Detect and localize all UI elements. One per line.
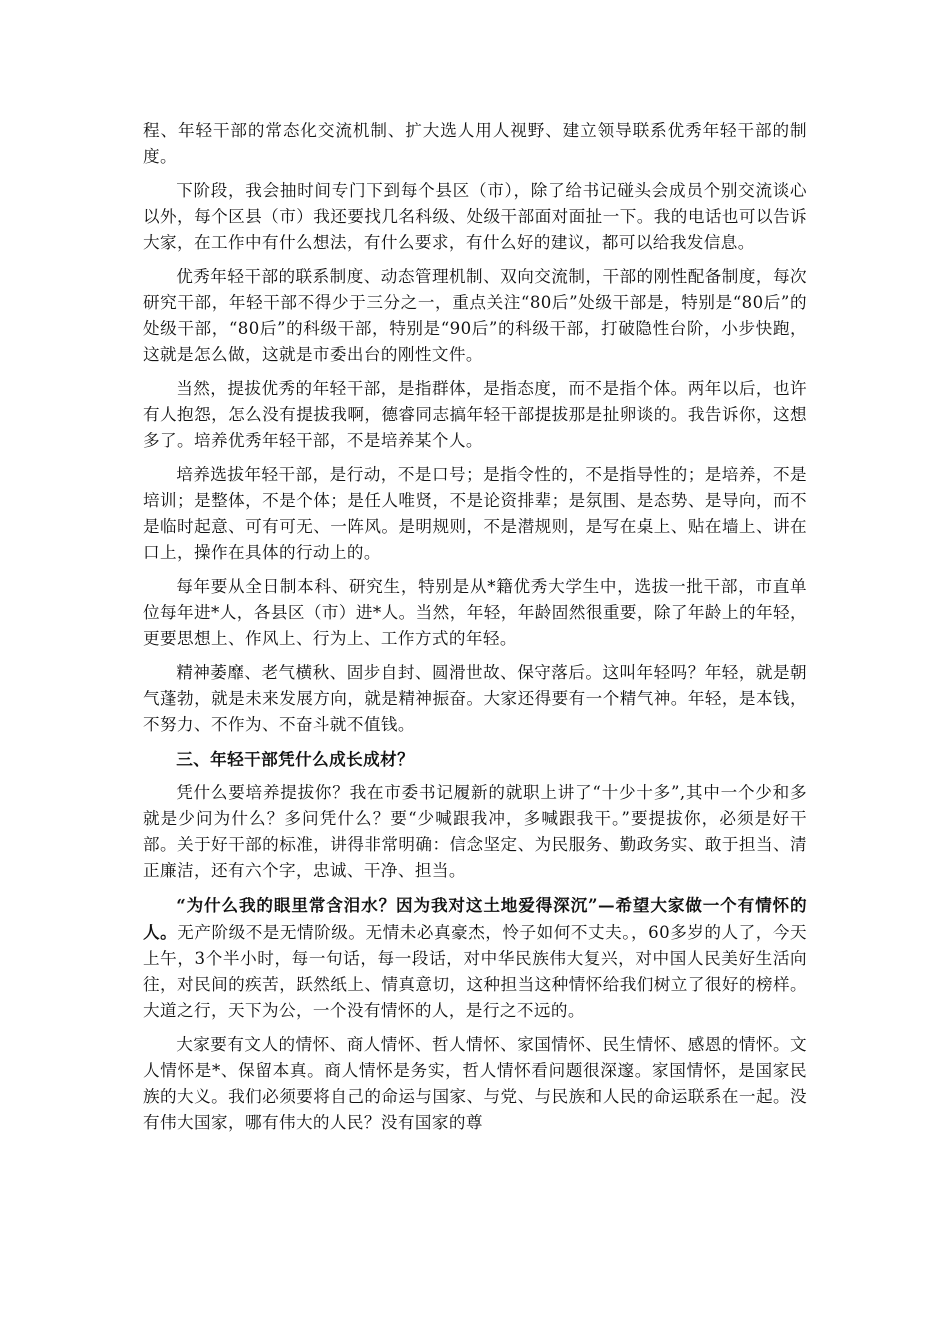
document-body	[143, 118, 807, 1144]
paragraph-types-of-feelings: 大家要有文人的情怀、商人情怀、哲人情怀、家国情怀、民生情怀、感恩的情怀。文人情怀是*、保留本真。商人情怀是务实，哲人情怀看问题很深邃。家国情怀，是国家民族的大义。我们必须要将自己的命运与国家、与党、与民族和人民的命运联系在一起。没有伟大国家，哪有伟大的人民？没有国家的尊	[143, 1035, 807, 1132]
paragraph-continued: 程、年轻干部的常态化交流机制、扩大选人用人视野、建立领导联系优秀年轻干部的制度。	[143, 121, 807, 166]
paragraph-annual-selection: 每年要从全日制本科、研究生，特别是从*籍优秀大学生中，选拔一批干部，市直单位每年进*人，各县区（市）进*人。当然，年轻，年龄固然很重要，除了年龄上的年轻，更要思想上、作风上、行为上、工作方式的年轻。	[143, 577, 807, 648]
paragraph-spirit: 精神萎靡、老气横秋、固步自封、圆滑世故、保守落后。这叫年轻吗？年轻，就是朝气蓬勃，就是未来发展方向，就是精神振奋。大家还得要有一个精气神。年轻，是本钱，不努力、不作为、不奋斗就不值钱。	[143, 663, 807, 734]
paragraph-group-not-individual: 当然，提拔优秀的年轻干部，是指群体，是指态度，而不是指个体。两年以后，也许有人抱怨，怎么没有提拔我啊，德睿同志搞年轻干部提拔那是扯卵谈的。我告诉你，这想多了。培养优秀年轻干部，不是培养某个人。	[143, 379, 807, 450]
paragraph-feelings-rest: 无产阶级不是无情阶级。无情未必真豪杰，怜子如何不丈夫。，60多岁的人了，今天上午，3个半小时，每一句话，每一段话，对中华民族伟大复兴，对中国人民美好生活向往，对民间的疾苦，跃然纸上、情真意切，这种担当这种情怀给我们树立了很好的榜样。大道之行，天下为公，一个没有情怀的人，是行之不远的。	[143, 923, 807, 1020]
bold-lead-sentence: “为什么我的眼里常含泪水？因为我对这土地爱得深沉”—希望大家做一个有情怀的人。	[143, 895, 807, 942]
section-heading-3: 三、年轻干部凭什么成长成材？	[176, 749, 415, 769]
paragraph-feelings	[143, 892, 807, 1024]
paragraph-visit-plan: 下阶段，我会抽时间专门下到每个县区（市），除了给书记碰头会成员个别交流谈心以外，每个区县（市）我还要找几名科级、处级干部面对面扯一下。我的电话也可以告诉大家，在工作中有什么想法，有什么要求，有什么好的建议，都可以给我发信息。	[143, 181, 807, 252]
paragraph-systems: 优秀年轻干部的联系制度、动态管理机制、双向交流制，干部的刚性配备制度，每次研究干部，年轻干部不得少于三分之一，重点关注“80后”处级干部是，特别是“80后”的处级干部，“80后”的科级干部，特别是“90后”的科级干部，打破隐性台阶，小步快跑，这就是怎么做，这就是市委出台的刚性文件。	[143, 267, 807, 364]
paragraph-action-not-slogan: 培养选拔年轻干部，是行动，不是口号；是指令性的，不是指导性的；是培养，不是培训；是整体，不是个体；是任人唯贤，不是论资排辈；是氛围、是态势、是导向，而不是临时起意、可有可无、一阵风。是明规则，不是潜规则，是写在桌上、贴在墙上、讲在口上，操作在具体的行动上的。	[143, 465, 807, 562]
paragraph-why-promote: 凭什么要培养提拔你？我在市委书记履新的就职上讲了“十少十多”,其中一个少和多就是少问为什么？多问凭什么？要“少喊跟我冲，多喊跟我干。”要提拔你，必须是好干部。关于好干部的标准，讲得非常明确：信念坚定、为民服务、勤政务实、敢于担当、清正廉洁，还有六个字，忠诚、干净、担当。	[143, 783, 807, 880]
